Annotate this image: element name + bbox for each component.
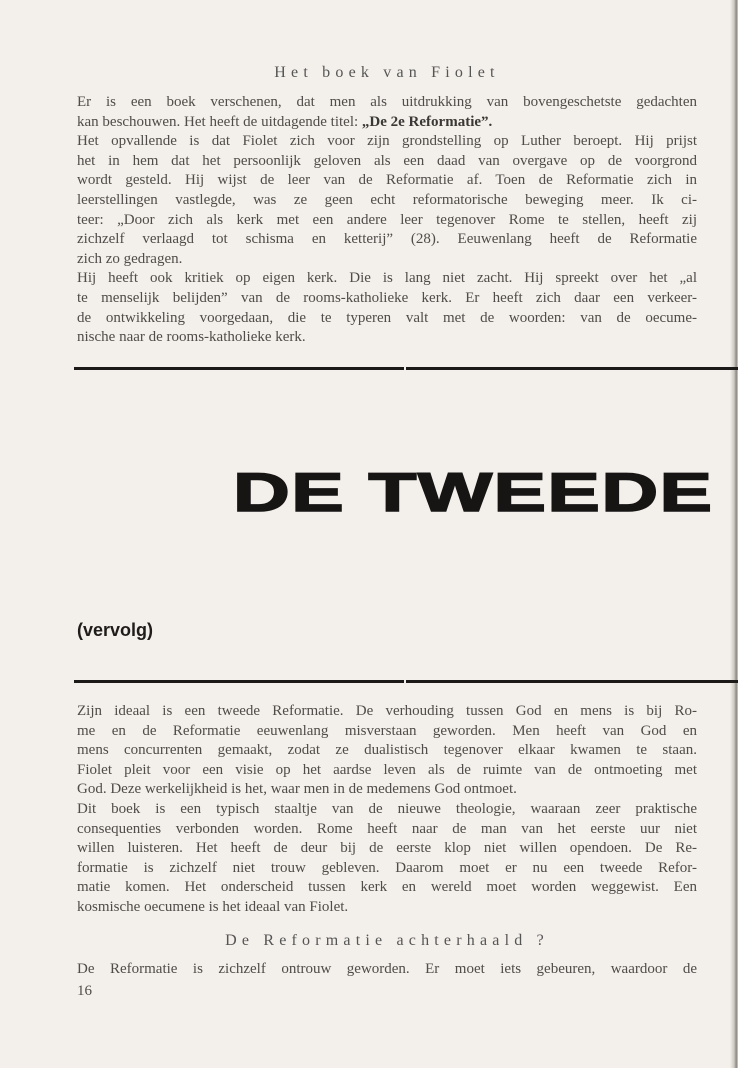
text-line: het in hem dat het persoonlijk geloven als een daad van overgave op de voorgrond [77,152,697,169]
text-line: teer: „Door zich als kerk met een andere leer tegenover Rome te stellen, heeft zij [77,211,697,228]
bottom-rule [74,680,738,683]
text-line: me en de Reformatie eeuwenlang misverstaan geworden. Men heeft van God en [77,722,697,739]
text-line: Zijn ideaal is een tweede Reformatie. De verhouding tussen God en mens is bij Ro- [77,703,697,719]
section-heading-boek-van-fiolet: Het boek van Fiolet [274,64,500,81]
section-heading-reformatie-achterhaald: De Reformatie achterhaald ? [225,932,549,949]
text-line: Hij heeft ook kritiek op eigen kerk. Die is lang niet zacht. Hij spreekt over het „al [77,270,697,287]
text-line: nische naar de rooms-katholieke kerk. [77,329,306,346]
page-number: 16 [77,983,92,999]
book-title: „De 2e Reformatie”. [361,113,493,130]
top-rule [74,367,738,370]
text-line: kan beschouwen. Het heeft de uitdagende titel: „De 2e Reformatie”. [77,113,493,130]
text-line: formatie is zichzelf niet trouw gebleven. Daarom moet er nu een tweede Refor- [77,859,697,876]
text-line: leerstellingen vastlegde, was ze geen echt reformatorische beweging meer. Ik ci- [77,191,697,208]
text-line: zich zo gedragen. [77,250,183,267]
text-line: de ontwikkeling voorgedaan, die te typeren valt met de woorden: van de oecume- [77,309,697,326]
section1-text [77,93,697,348]
text-line: kosmische oecumene is het ideaal van Fiolet. [77,898,349,915]
text-line: matie komen. Het onderscheid tussen kerk en wereld moet worden weggewist. Een [77,879,697,896]
text-line: consequenties verbonden worden. Rome heeft naar de man van het eerste uur niet [77,820,697,837]
text-line: wordt gesteld. Hij wijst de leer van de Reformatie af. Toen de Reformatie zich in [77,172,697,189]
text-line: Dit boek is een typisch staaltje van de nieuwe theologie, waaraan zeer praktische [77,800,697,817]
text-line: Er is een boek verschenen, dat men als uitdrukking van bovengeschetste gedachten [77,94,697,110]
article-subtitle: (vervolg) [77,620,154,640]
text-line: te menselijk belijden” van de rooms-katholieke kerk. Er heeft zich daar een verkeer- [77,289,697,306]
page-binding-edge [730,0,738,1068]
text-line: Het opvallende is dat Fiolet zich voor zijn grondstelling op Luther beroept. Hij prijst [77,133,697,150]
text-line: God. Deze werkelijkheid is het, waar men in de medemens God ontmoet. [77,781,517,798]
article-title: DE TWEEDE [233,461,714,523]
section3-text [77,960,697,980]
text-line: willen luisteren. Het heeft de deur bij de eerste klop niet willen opendoen. De Re- [77,840,697,857]
text-line: Fiolet pleit voor een visie op het aardse leven als de ruimte van de ontmoeting met [77,761,697,778]
text-line: De Reformatie is zichzelf ontrouw geworden. Er moet iets gebeuren, waardoor de [77,961,697,977]
text-line: zichzelf verlaagd tot schisma en ketterij” (28). Eeuwenlang heeft de Reformatie [77,231,697,248]
text-line: mens concurrenten gemaakt, zodat ze dualistisch tegenover elkaar kwamen te staan. [77,742,697,759]
section2-text [77,702,697,918]
